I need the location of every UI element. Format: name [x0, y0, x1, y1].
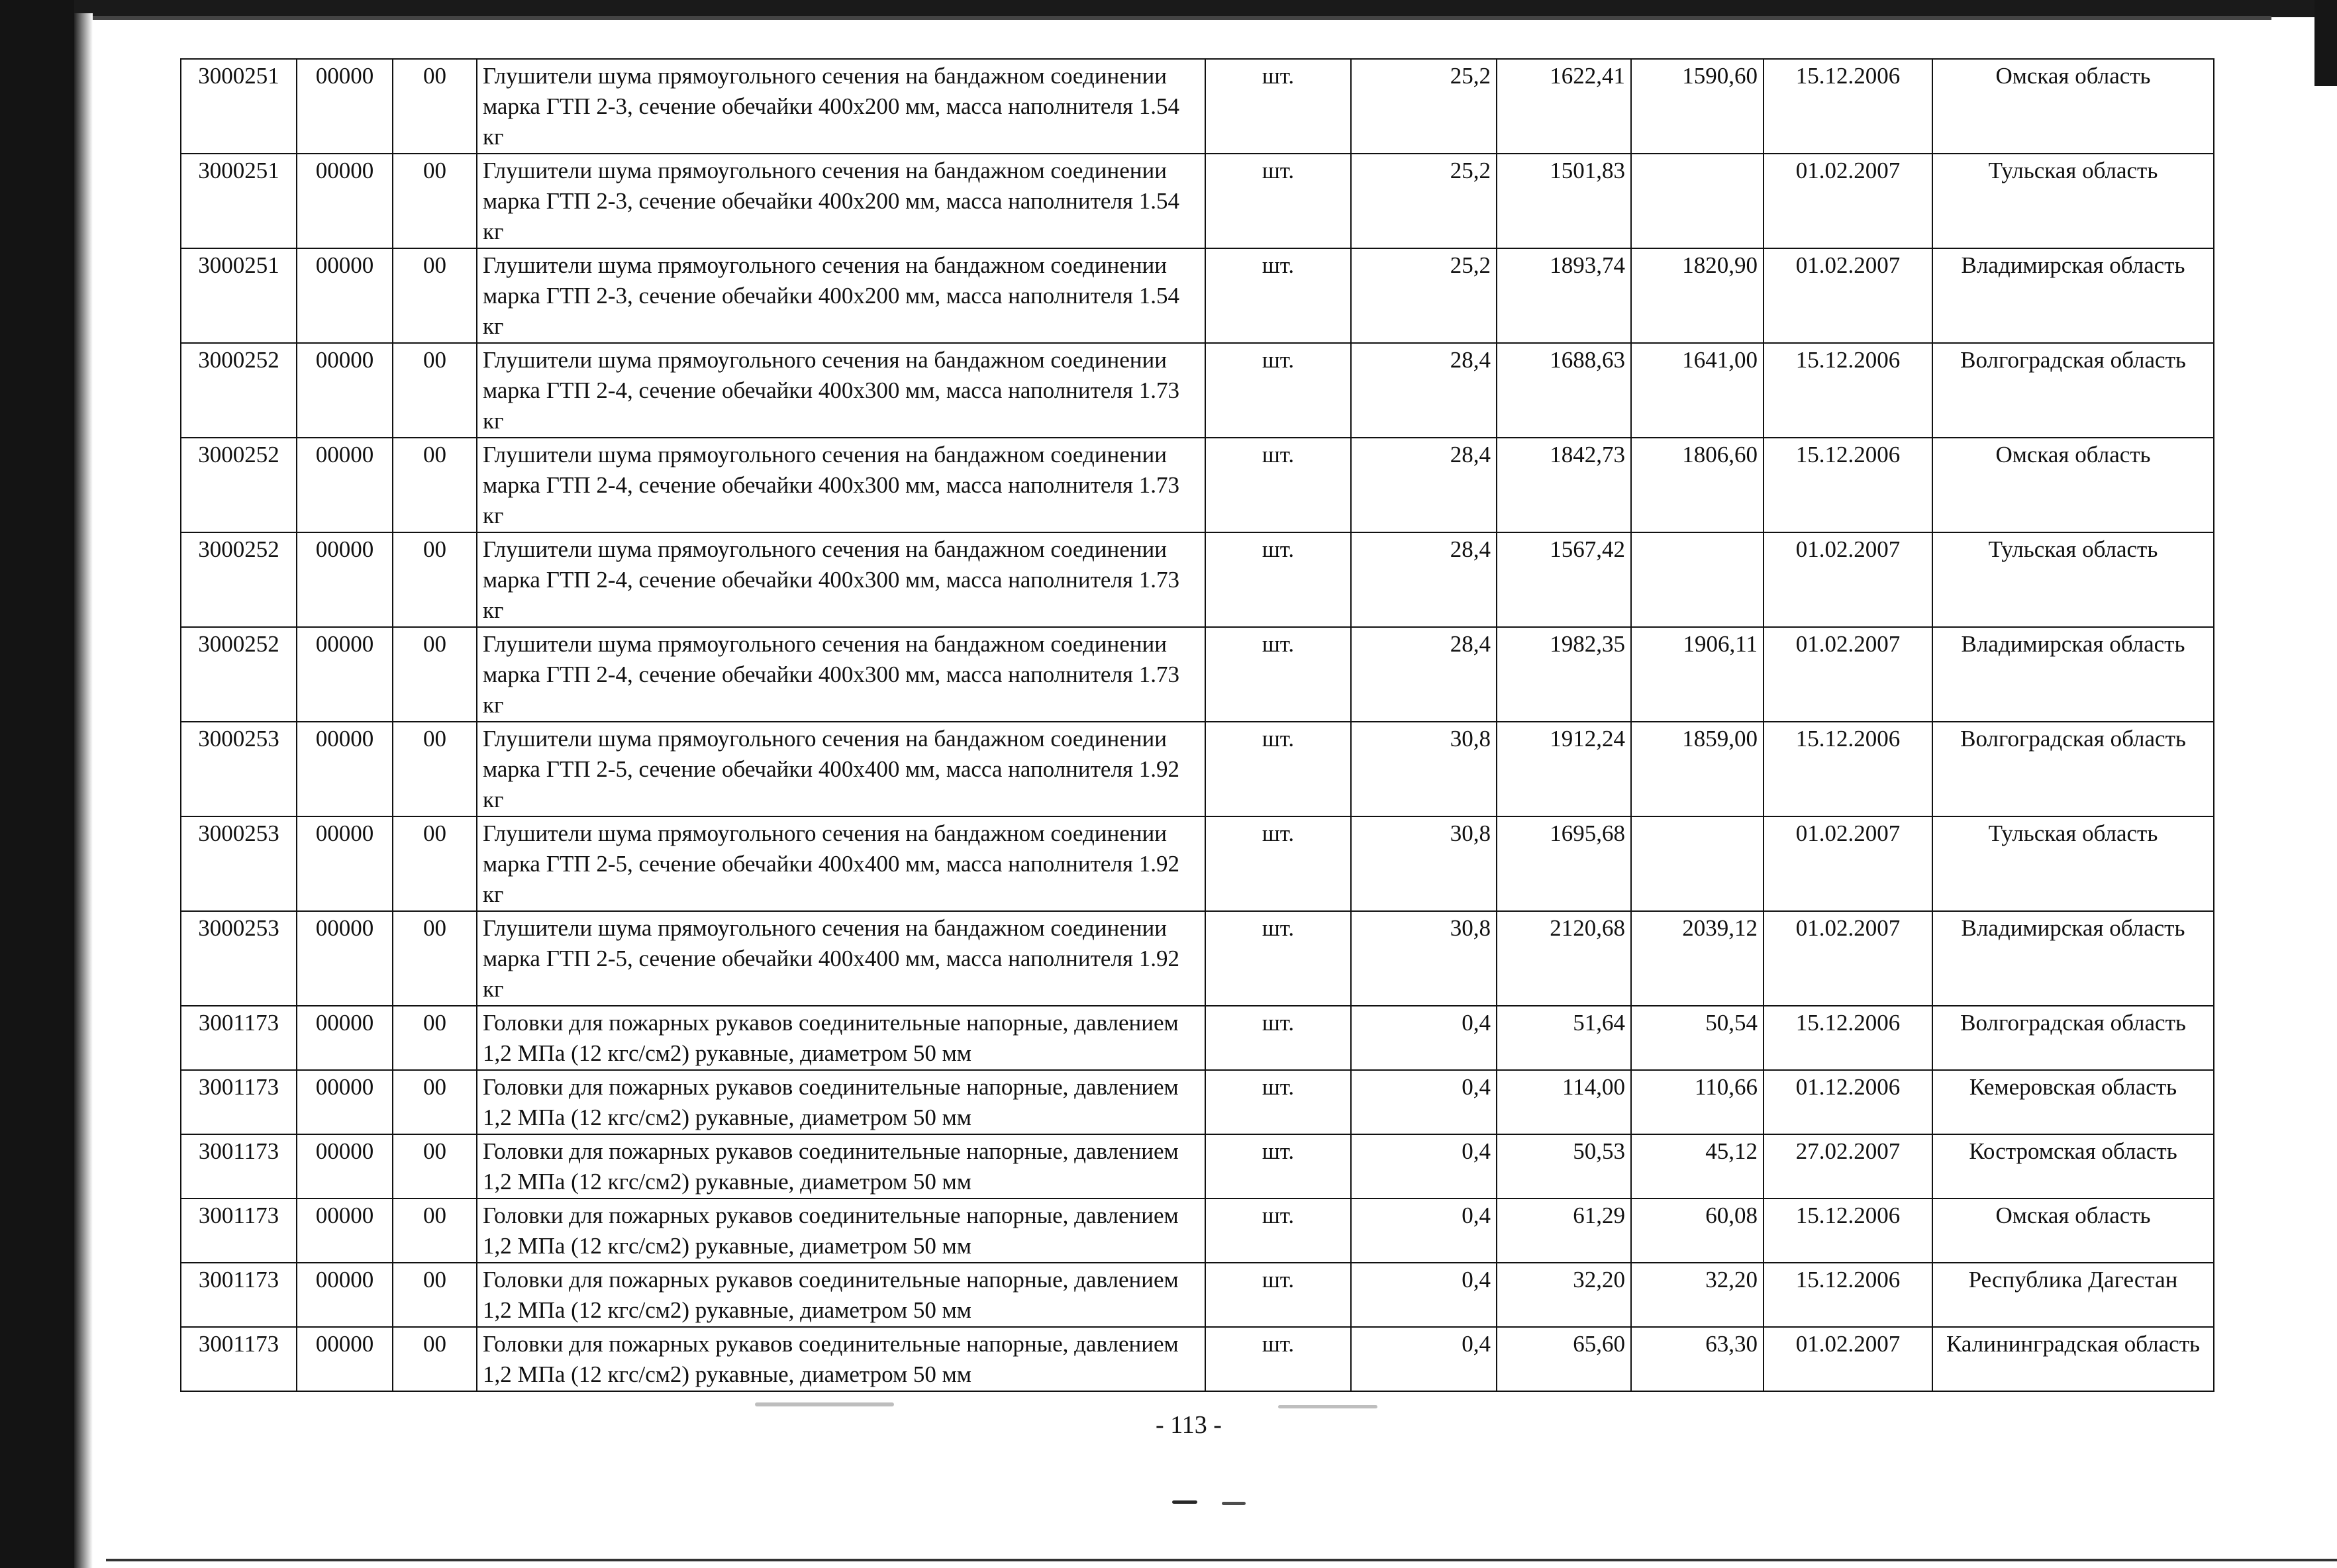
item-description: Головки для пожарных рукавов соединительные напорные, давлением 1,2 МПа (12 кгс/см2) рукавные, диаметром 50 мм: [477, 1327, 1205, 1391]
item-price-2: 2039,12: [1631, 911, 1764, 1006]
item-subcode: 00000: [297, 532, 393, 627]
item-weight: 0,4: [1351, 1070, 1497, 1134]
item-unit: шт.: [1205, 911, 1351, 1006]
item-region: Калининградская область: [1932, 1327, 2214, 1391]
table-row: [181, 248, 2214, 343]
item-date: 01.02.2007: [1764, 532, 1932, 627]
item-description: Головки для пожарных рукавов соединительные напорные, давлением 1,2 МПа (12 кгс/см2) рукавные, диаметром 50 мм: [477, 1006, 1205, 1070]
item-region: Волгоградская область: [1932, 722, 2214, 816]
item-price-2: 1590,60: [1631, 59, 1764, 154]
item-price-1: 1567,42: [1497, 532, 1631, 627]
table-row: [181, 816, 2214, 911]
item-unit: шт.: [1205, 154, 1351, 248]
item-weight: 30,8: [1351, 722, 1497, 816]
item-weight: 30,8: [1351, 816, 1497, 911]
item-description: Головки для пожарных рукавов соединительные напорные, давлением 1,2 МПа (12 кгс/см2) рукавные, диаметром 50 мм: [477, 1134, 1205, 1199]
item-price-1: 1622,41: [1497, 59, 1631, 154]
item-price-2: 1859,00: [1631, 722, 1764, 816]
table-row: [181, 627, 2214, 722]
item-region: Костромская область: [1932, 1134, 2214, 1199]
item-weight: 28,4: [1351, 343, 1497, 438]
item-code: 3000251: [181, 248, 297, 343]
table-row: [181, 1070, 2214, 1134]
item-unit: шт.: [1205, 722, 1351, 816]
item-subcode: 00000: [297, 722, 393, 816]
item-description: Глушители шума прямоугольного сечения на бандажном соединении марка ГТП 2-5, сечение обечайки 400х400 мм, масса наполнителя 1.92 кг: [477, 911, 1205, 1006]
table-row: [181, 1134, 2214, 1199]
item-unit: шт.: [1205, 1070, 1351, 1134]
item-region: Омская область: [1932, 59, 2214, 154]
item-region: Владимирская область: [1932, 248, 2214, 343]
item-group: 00: [393, 532, 477, 627]
item-code: 3001173: [181, 1327, 297, 1391]
item-unit: шт.: [1205, 1199, 1351, 1263]
scan-smudge: [1172, 1500, 1197, 1504]
item-code: 3001173: [181, 1263, 297, 1327]
item-price-2: [1631, 816, 1764, 911]
item-weight: 0,4: [1351, 1006, 1497, 1070]
item-group: 00: [393, 154, 477, 248]
item-weight: 25,2: [1351, 248, 1497, 343]
item-description: Глушители шума прямоугольного сечения на бандажном соединении марка ГТП 2-4, сечение обечайки 400х300 мм, масса наполнителя 1.73 кг: [477, 343, 1205, 438]
item-subcode: 00000: [297, 1327, 393, 1391]
item-code: 3000253: [181, 911, 297, 1006]
item-date: 15.12.2006: [1764, 1006, 1932, 1070]
item-price-1: 32,20: [1497, 1263, 1631, 1327]
table-row: [181, 154, 2214, 248]
item-group: 00: [393, 816, 477, 911]
item-subcode: 00000: [297, 816, 393, 911]
item-price-2: 32,20: [1631, 1263, 1764, 1327]
item-price-1: 1912,24: [1497, 722, 1631, 816]
item-description: Глушители шума прямоугольного сечения на бандажном соединении марка ГТП 2-4, сечение обечайки 400х300 мм, масса наполнителя 1.73 кг: [477, 532, 1205, 627]
item-date: 15.12.2006: [1764, 722, 1932, 816]
item-group: 00: [393, 1134, 477, 1199]
page-number: - 113 -: [1156, 1411, 1222, 1439]
item-weight: 0,4: [1351, 1199, 1497, 1263]
price-table: [180, 58, 2214, 1392]
item-price-2: 50,54: [1631, 1006, 1764, 1070]
item-description: Глушители шума прямоугольного сечения на бандажном соединении марка ГТП 2-3, сечение обечайки 400х200 мм, масса наполнителя 1.54 кг: [477, 248, 1205, 343]
item-region: Тульская область: [1932, 154, 2214, 248]
item-date: 15.12.2006: [1764, 438, 1932, 532]
item-code: 3001173: [181, 1134, 297, 1199]
item-date: 15.12.2006: [1764, 343, 1932, 438]
item-code: 3001173: [181, 1070, 297, 1134]
item-group: 00: [393, 59, 477, 154]
item-code: 3000252: [181, 438, 297, 532]
item-date: 01.02.2007: [1764, 627, 1932, 722]
item-description: Глушители шума прямоугольного сечения на бандажном соединении марка ГТП 2-3, сечение обечайки 400х200 мм, масса наполнителя 1.54 кг: [477, 154, 1205, 248]
item-weight: 28,4: [1351, 438, 1497, 532]
item-price-1: 2120,68: [1497, 911, 1631, 1006]
table-row: [181, 438, 2214, 532]
item-group: 00: [393, 1327, 477, 1391]
item-unit: шт.: [1205, 532, 1351, 627]
item-subcode: 00000: [297, 1134, 393, 1199]
item-group: 00: [393, 1070, 477, 1134]
item-price-2: 45,12: [1631, 1134, 1764, 1199]
item-weight: 0,4: [1351, 1134, 1497, 1199]
item-code: 3000253: [181, 722, 297, 816]
scan-border-left: [0, 0, 74, 1568]
item-date: 15.12.2006: [1764, 1263, 1932, 1327]
item-price-2: 1820,90: [1631, 248, 1764, 343]
item-date: 27.02.2007: [1764, 1134, 1932, 1199]
item-group: 00: [393, 627, 477, 722]
table-row: [181, 59, 2214, 154]
price-table-body: [181, 59, 2214, 1391]
item-price-1: 1501,83: [1497, 154, 1631, 248]
item-price-1: 51,64: [1497, 1006, 1631, 1070]
item-price-1: 1695,68: [1497, 816, 1631, 911]
table-row: [181, 911, 2214, 1006]
item-price-1: 1842,73: [1497, 438, 1631, 532]
item-group: 00: [393, 438, 477, 532]
item-price-2: [1631, 154, 1764, 248]
item-description: Глушители шума прямоугольного сечения на бандажном соединении марка ГТП 2-5, сечение обечайки 400х400 мм, масса наполнителя 1.92 кг: [477, 722, 1205, 816]
item-unit: шт.: [1205, 627, 1351, 722]
item-region: Волгоградская область: [1932, 1006, 2214, 1070]
item-price-1: 50,53: [1497, 1134, 1631, 1199]
item-weight: 0,4: [1351, 1263, 1497, 1327]
item-date: 01.02.2007: [1764, 816, 1932, 911]
item-weight: 25,2: [1351, 59, 1497, 154]
item-unit: шт.: [1205, 438, 1351, 532]
item-region: Волгоградская область: [1932, 343, 2214, 438]
table-row: [181, 1263, 2214, 1327]
item-price-1: 114,00: [1497, 1070, 1631, 1134]
scan-border-left-gradient: [74, 13, 93, 1568]
item-unit: шт.: [1205, 1327, 1351, 1391]
item-code: 3000251: [181, 59, 297, 154]
item-date: 15.12.2006: [1764, 1199, 1932, 1263]
item-unit: шт.: [1205, 248, 1351, 343]
scan-smudge: [1222, 1502, 1246, 1505]
item-date: 01.12.2006: [1764, 1070, 1932, 1134]
item-subcode: 00000: [297, 343, 393, 438]
item-group: 00: [393, 911, 477, 1006]
item-description: Глушители шума прямоугольного сечения на бандажном соединении марка ГТП 2-4, сечение обечайки 400х300 мм, масса наполнителя 1.73 кг: [477, 438, 1205, 532]
item-weight: 0,4: [1351, 1327, 1497, 1391]
scan-border-top-shadow: [86, 16, 2271, 20]
item-unit: шт.: [1205, 1134, 1351, 1199]
item-unit: шт.: [1205, 816, 1351, 911]
item-weight: 30,8: [1351, 911, 1497, 1006]
scan-border-right: [2314, 0, 2337, 86]
item-weight: 25,2: [1351, 154, 1497, 248]
item-subcode: 00000: [297, 1070, 393, 1134]
item-description: Глушители шума прямоугольного сечения на бандажном соединении марка ГТП 2-5, сечение обечайки 400х400 мм, масса наполнителя 1.92 кг: [477, 816, 1205, 911]
item-code: 3000252: [181, 627, 297, 722]
item-unit: шт.: [1205, 59, 1351, 154]
item-subcode: 00000: [297, 154, 393, 248]
item-subcode: 00000: [297, 1199, 393, 1263]
table-row: [181, 1006, 2214, 1070]
item-region: Тульская область: [1932, 816, 2214, 911]
item-group: 00: [393, 1263, 477, 1327]
item-code: 3001173: [181, 1006, 297, 1070]
item-region: Омская область: [1932, 1199, 2214, 1263]
item-unit: шт.: [1205, 1263, 1351, 1327]
item-date: 15.12.2006: [1764, 59, 1932, 154]
item-code: 3000253: [181, 816, 297, 911]
item-weight: 28,4: [1351, 627, 1497, 722]
item-subcode: 00000: [297, 59, 393, 154]
item-weight: 28,4: [1351, 532, 1497, 627]
item-region: Владимирская область: [1932, 627, 2214, 722]
item-group: 00: [393, 248, 477, 343]
item-description: Головки для пожарных рукавов соединительные напорные, давлением 1,2 МПа (12 кгс/см2) рукавные, диаметром 50 мм: [477, 1263, 1205, 1327]
item-description: Глушители шума прямоугольного сечения на бандажном соединении марка ГТП 2-4, сечение обечайки 400х300 мм, масса наполнителя 1.73 кг: [477, 627, 1205, 722]
table-row: [181, 722, 2214, 816]
scan-border-bottom: [106, 1559, 2337, 1561]
item-code: 3001173: [181, 1199, 297, 1263]
item-code: 3000251: [181, 154, 297, 248]
item-price-1: 61,29: [1497, 1199, 1631, 1263]
item-date: 01.02.2007: [1764, 154, 1932, 248]
item-description: Глушители шума прямоугольного сечения на бандажном соединении марка ГТП 2-3, сечение обечайки 400х200 мм, масса наполнителя 1.54 кг: [477, 59, 1205, 154]
item-unit: шт.: [1205, 343, 1351, 438]
item-region: Тульская область: [1932, 532, 2214, 627]
item-price-1: 65,60: [1497, 1327, 1631, 1391]
item-region: Владимирская область: [1932, 911, 2214, 1006]
item-subcode: 00000: [297, 1263, 393, 1327]
item-group: 00: [393, 1006, 477, 1070]
item-price-2: 1806,60: [1631, 438, 1764, 532]
item-description: Головки для пожарных рукавов соединительные напорные, давлением 1,2 МПа (12 кгс/см2) рукавные, диаметром 50 мм: [477, 1070, 1205, 1134]
item-group: 00: [393, 722, 477, 816]
item-region: Омская область: [1932, 438, 2214, 532]
item-description: Головки для пожарных рукавов соединительные напорные, давлением 1,2 МПа (12 кгс/см2) рукавные, диаметром 50 мм: [477, 1199, 1205, 1263]
item-subcode: 00000: [297, 248, 393, 343]
item-price-2: 63,30: [1631, 1327, 1764, 1391]
item-price-2: 1641,00: [1631, 343, 1764, 438]
item-region: Кемеровская область: [1932, 1070, 2214, 1134]
scan-smudge: [1278, 1405, 1377, 1408]
table-row: [181, 1199, 2214, 1263]
item-code: 3000252: [181, 343, 297, 438]
item-group: 00: [393, 1199, 477, 1263]
item-code: 3000252: [181, 532, 297, 627]
item-subcode: 00000: [297, 627, 393, 722]
item-unit: шт.: [1205, 1006, 1351, 1070]
item-price-1: 1982,35: [1497, 627, 1631, 722]
item-date: 01.02.2007: [1764, 248, 1932, 343]
item-price-2: 60,08: [1631, 1199, 1764, 1263]
item-region: Республика Дагестан: [1932, 1263, 2214, 1327]
item-price-2: [1631, 532, 1764, 627]
item-date: 01.02.2007: [1764, 1327, 1932, 1391]
table-row: [181, 1327, 2214, 1391]
table-row: [181, 343, 2214, 438]
item-date: 01.02.2007: [1764, 911, 1932, 1006]
item-price-2: 1906,11: [1631, 627, 1764, 722]
scan-border-top: [0, 0, 2337, 17]
item-subcode: 00000: [297, 438, 393, 532]
item-group: 00: [393, 343, 477, 438]
table-row: [181, 532, 2214, 627]
item-price-2: 110,66: [1631, 1070, 1764, 1134]
scan-smudge: [755, 1402, 894, 1406]
item-price-1: 1893,74: [1497, 248, 1631, 343]
item-price-1: 1688,63: [1497, 343, 1631, 438]
item-subcode: 00000: [297, 1006, 393, 1070]
item-subcode: 00000: [297, 911, 393, 1006]
